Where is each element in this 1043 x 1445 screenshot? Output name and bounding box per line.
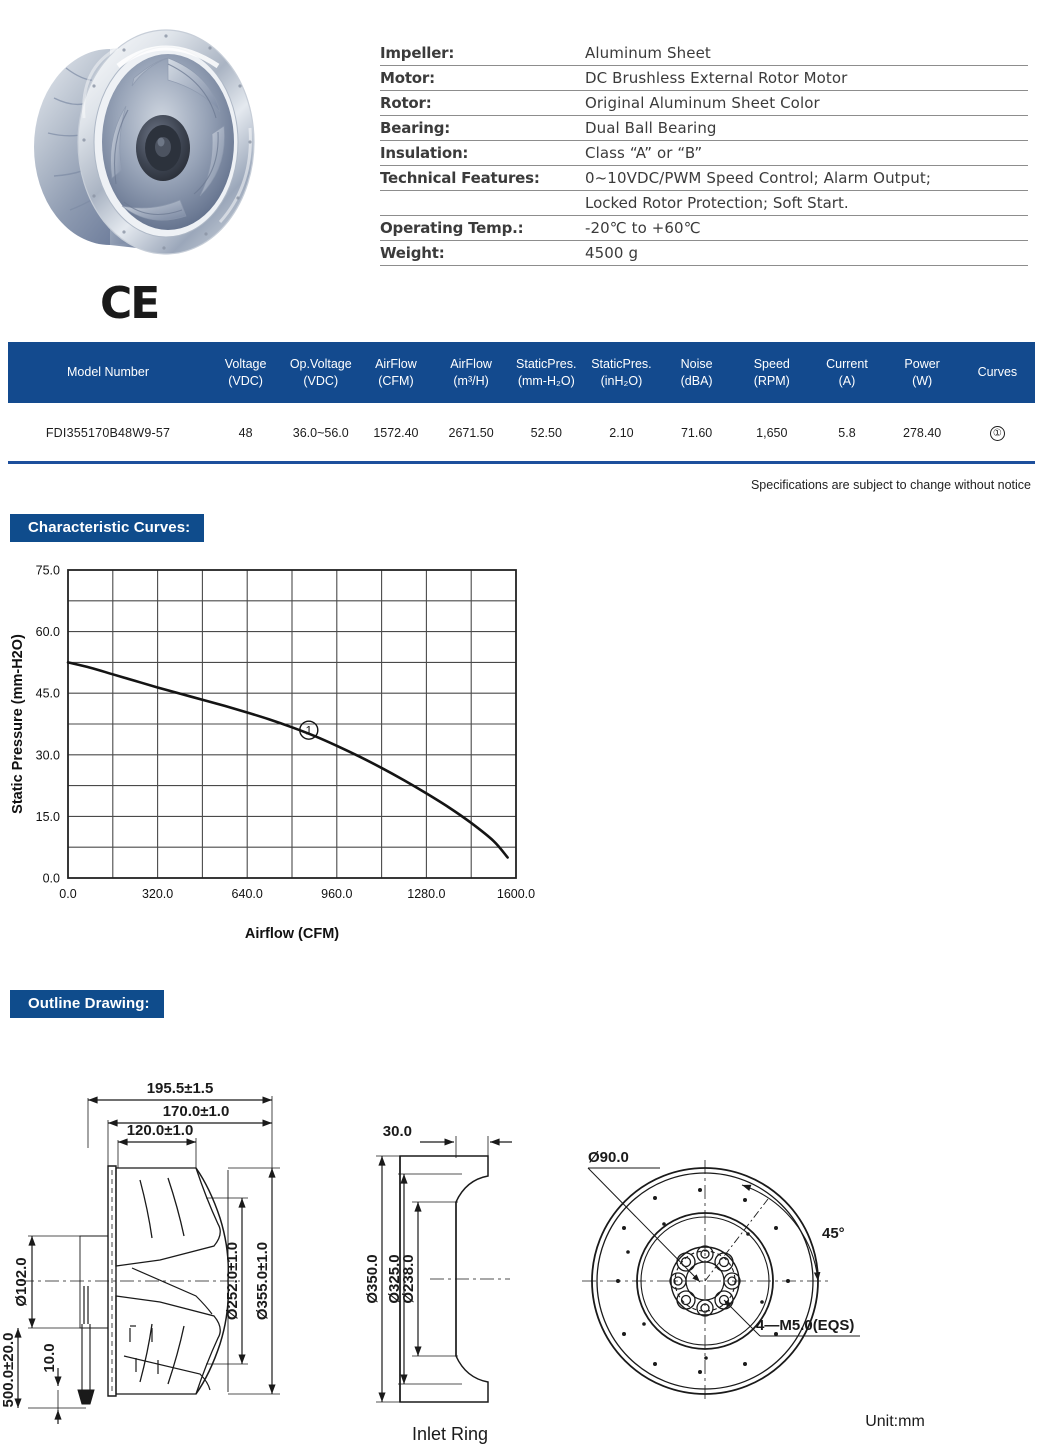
mechanical-outline-drawings — [0, 1038, 1043, 1444]
spec-row-continuation — [380, 190, 1028, 215]
specification-list-column — [380, 0, 1043, 330]
header-line1: StaticPres. — [516, 357, 577, 371]
header-line2: (VDC) — [228, 373, 263, 388]
dim-outer-diameter: Ø355.0±1.0 — [254, 1241, 271, 1320]
header-line2: (dBA) — [680, 373, 713, 388]
spec-label-empty — [380, 190, 585, 215]
dim-inner-diameter: Ø252.0±1.0 — [224, 1241, 241, 1320]
chart-x-axis-title: Airflow (CFM) — [244, 925, 340, 942]
front-face-view — [582, 1149, 925, 1430]
spec-label: Bearing: — [380, 115, 585, 140]
x-tick-label: 1280.0 — [407, 886, 446, 901]
column-header-noise — [659, 342, 734, 403]
curve-number-badge: ① — [990, 426, 1005, 441]
outline-drawing-section — [0, 1024, 1043, 1444]
characteristic-curves-chart — [0, 550, 1043, 990]
cell-static-pressure-in: 2.10 — [609, 425, 634, 440]
spec-row — [380, 115, 1028, 140]
spec-label: Motor: — [380, 65, 585, 90]
column-header-op-voltage — [283, 342, 358, 403]
header-line1: StaticPres. — [591, 357, 652, 371]
column-header-voltage — [208, 342, 283, 403]
dim-bolt-circle-diameter: Ø90.0 — [588, 1148, 629, 1166]
header-line1: Voltage — [224, 357, 267, 371]
y-tick-label: 75.0 — [35, 563, 60, 578]
cell-curve-marker — [960, 403, 1035, 463]
section-header-outline-drawing: Outline Drawing: — [10, 990, 164, 1018]
header-line1: Current — [826, 357, 868, 371]
spec-row — [380, 90, 1028, 115]
dim-ring-outer-diameter: Ø350.0 — [364, 1254, 381, 1304]
dim-width-inner: 120.0±1.0 — [126, 1121, 194, 1139]
spec-row — [380, 140, 1028, 165]
dim-hub-diameter: Ø102.0 — [13, 1257, 30, 1307]
header-line2: (RPM) — [753, 373, 790, 388]
dim-cable-thickness: 10.0 — [41, 1343, 58, 1373]
cell-noise: 71.60 — [680, 425, 713, 440]
spec-value: -20℃ to +60℃ — [585, 215, 1028, 240]
cell-voltage: 48 — [238, 425, 253, 440]
spec-value: Aluminum Sheet — [585, 40, 1028, 65]
specifications-disclaimer: Specifications are subject to change without notice — [750, 477, 1031, 492]
fan-product-photo — [14, 8, 264, 273]
table-row — [8, 403, 1035, 463]
header-line1: Power — [904, 357, 940, 371]
column-header-airflow-cfm — [358, 342, 433, 403]
header-line1: Model Number — [67, 365, 149, 380]
cell-static-pressure-mm: 52.50 — [530, 425, 562, 440]
dim-ring-depth: 30.0 — [382, 1122, 412, 1140]
x-tick-label: 960.0 — [321, 886, 353, 901]
header-line2: (inH₂O) — [600, 373, 643, 388]
y-tick-label: 60.0 — [35, 624, 60, 639]
x-tick-label: 1600.0 — [496, 886, 536, 901]
model-specification-table — [8, 342, 1035, 464]
spec-label: Rotor: — [380, 90, 585, 115]
spec-label: Weight: — [380, 240, 585, 265]
chart-y-tick-labels — [36, 563, 60, 885]
x-tick-label: 0.0 — [59, 886, 77, 901]
column-header-curves — [960, 342, 1035, 403]
impeller-side-view — [0, 1080, 280, 1424]
spec-row — [380, 240, 1028, 265]
y-tick-label: 30.0 — [35, 748, 60, 763]
spec-label: Impeller: — [380, 40, 585, 65]
column-header-static-pressure-mm — [509, 342, 584, 403]
column-header-airflow-m3h — [434, 342, 509, 403]
header-line2: (W) — [912, 373, 933, 388]
spec-row — [380, 65, 1028, 90]
column-header-model — [8, 342, 208, 403]
header-line1: Curves — [977, 365, 1018, 380]
curves-banner-wrap — [0, 514, 1043, 542]
cell-current: 5.8 — [838, 425, 856, 440]
spec-value: Locked Rotor Protection; Soft Start. — [585, 190, 1028, 215]
x-tick-label: 320.0 — [141, 886, 174, 901]
y-tick-label: 45.0 — [35, 686, 60, 701]
header-line2: (CFM) — [378, 373, 414, 388]
header-line2: (A) — [838, 373, 856, 388]
cell-model-number: FDI355170B48W9-57 — [45, 425, 171, 440]
header-line2: (mm-H₂O) — [517, 373, 575, 388]
cell-speed: 1,650 — [756, 425, 788, 440]
dim-angle-45: 45° — [822, 1224, 845, 1242]
dim-cable-length: 500.0±20.0 — [0, 1332, 17, 1408]
column-header-current — [809, 342, 884, 403]
header-line1: Speed — [753, 357, 790, 371]
spec-value: DC Brushless External Rotor Motor — [585, 65, 1028, 90]
cell-power: 278.40 — [903, 425, 942, 440]
spec-value: Class “A” or “B” — [585, 140, 1028, 165]
spec-value: Original Aluminum Sheet Color — [585, 90, 1028, 115]
performance-curve-plot — [0, 560, 560, 980]
unit-note: Unit:mm — [865, 1412, 925, 1430]
ce-mark-icon: CE — [100, 278, 159, 329]
y-tick-label: 15.0 — [35, 809, 60, 824]
spec-label: Operating Temp.: — [380, 215, 585, 240]
spec-label: Insulation: — [380, 140, 585, 165]
spec-row — [380, 40, 1028, 65]
model-table-section — [0, 342, 1043, 464]
spec-value: Dual Ball Bearing — [585, 115, 1028, 140]
dim-ring-inner-diameter: Ø238.0 — [400, 1254, 417, 1304]
header-line1: AirFlow — [375, 357, 417, 371]
model-table-header-row — [8, 342, 1035, 403]
dim-ring-mid-diameter: Ø325.0 — [386, 1254, 403, 1304]
y-tick-label: 0.0 — [42, 871, 60, 886]
chart-y-axis-title: Static Pressure (mm-H2O) — [10, 633, 26, 814]
spec-row — [380, 165, 1028, 190]
product-overview-section — [0, 0, 1043, 330]
cell-airflow-m3h: 2671.50 — [448, 425, 494, 440]
x-tick-label: 640.0 — [231, 886, 263, 901]
header-line2: (VDC) — [303, 373, 339, 388]
header-line1: Op.Voltage — [289, 357, 352, 371]
product-photo-column — [0, 0, 380, 330]
specification-table — [380, 40, 1028, 266]
chart-gridlines — [68, 570, 516, 878]
cell-op-voltage: 36.0~56.0 — [292, 425, 349, 440]
static-pressure-curve — [68, 662, 508, 857]
dim-thread-spec: 4—M5.0(EQS) — [756, 1316, 855, 1334]
cell-airflow-cfm: 1572.40 — [373, 425, 419, 440]
section-header-characteristic-curves: Characteristic Curves: — [10, 514, 204, 542]
header-line1: AirFlow — [450, 357, 492, 371]
spec-value: 0~10VDC/PWM Speed Control; Alarm Output; — [585, 165, 1028, 190]
column-header-speed — [734, 342, 809, 403]
spec-value: 4500 g — [585, 240, 1028, 265]
outline-banner-wrap — [0, 990, 1043, 1018]
spec-label: Technical Features: — [380, 165, 585, 190]
dim-width-overall: 195.5±1.5 — [146, 1079, 214, 1097]
header-line1: Noise — [680, 357, 713, 371]
column-header-power — [885, 342, 960, 403]
column-header-static-pressure-in — [584, 342, 659, 403]
dim-width-mid: 170.0±1.0 — [162, 1102, 230, 1120]
curve-marker-label: 1 — [305, 723, 313, 738]
chart-x-tick-labels — [59, 887, 535, 901]
header-line2: (m³/H) — [453, 373, 489, 388]
spec-row — [380, 215, 1028, 240]
inlet-ring-caption: Inlet Ring — [411, 1423, 489, 1444]
inlet-ring-view — [364, 1123, 512, 1444]
